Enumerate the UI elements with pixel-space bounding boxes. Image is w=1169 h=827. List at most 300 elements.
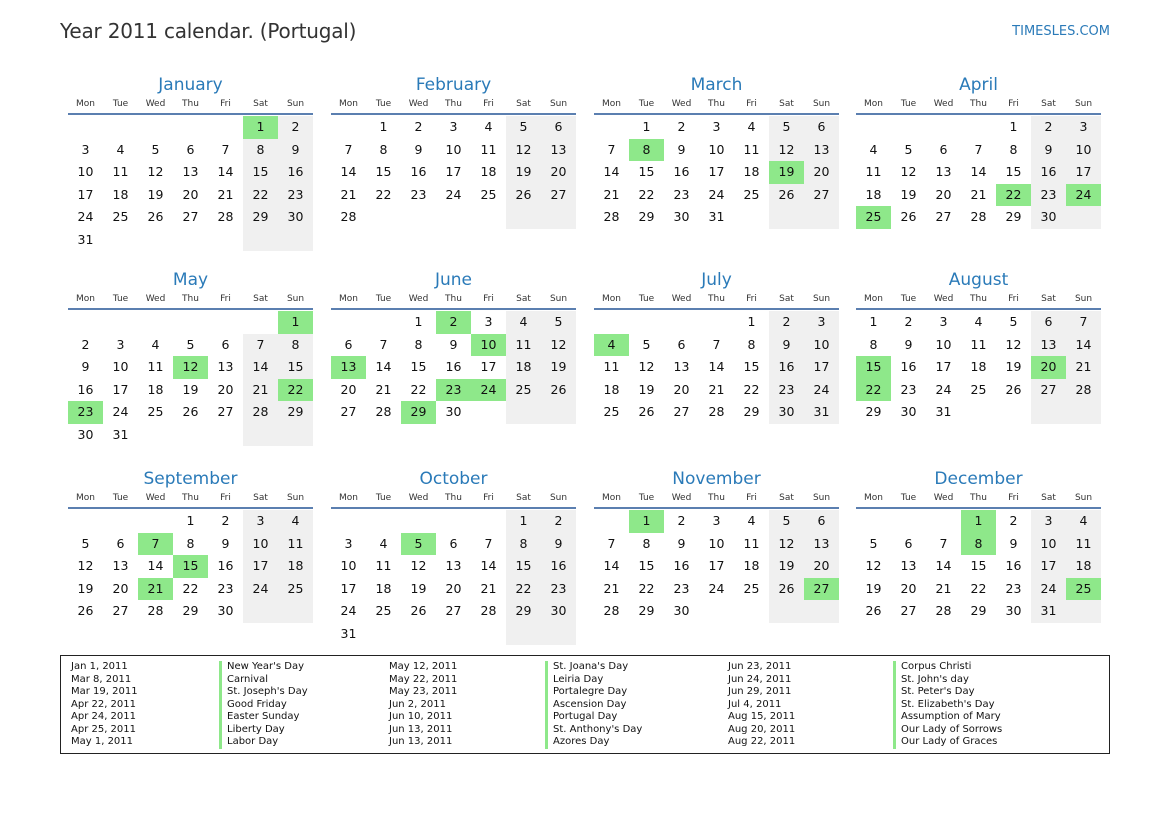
legend-date: Aug 20, 2011 [728, 723, 796, 735]
day-cell: 6 [1031, 311, 1066, 334]
day-cell: 11 [1066, 533, 1101, 556]
day-cell: 19 [147, 186, 164, 202]
day-cell: 10 [804, 334, 839, 357]
day-cell: 12 [865, 558, 882, 573]
weekday-header [856, 491, 1101, 505]
weekday-header [856, 97, 1101, 111]
empty-cell [629, 311, 664, 334]
month-june [331, 268, 576, 424]
day-cell: 16 [900, 359, 917, 374]
week-row [68, 161, 313, 184]
weekday-label: Wed [145, 493, 166, 503]
day-cell: 2 [677, 119, 686, 134]
day-cell: 14 [970, 164, 987, 179]
day-cell: 5 [186, 336, 195, 352]
day-cell: 19 [769, 555, 804, 578]
day-cell: 31 [1031, 600, 1066, 623]
day-cell: 10 [77, 164, 94, 179]
day-cell: 23 [673, 186, 690, 202]
day-cell: 11 [603, 359, 620, 374]
month-july [594, 268, 839, 424]
week-row [594, 379, 839, 402]
day-cell: 20 [217, 381, 234, 397]
day-cell: 7 [607, 141, 616, 157]
week-row [594, 311, 839, 334]
day-cell: 9 [677, 141, 686, 157]
empty-cell [1031, 401, 1066, 424]
legend-date: Jul 4, 2011 [728, 698, 782, 710]
day-cell: 29 [401, 401, 436, 424]
day-cell: 8 [379, 141, 388, 157]
day-cell: 16 [1031, 161, 1066, 184]
empty-cell [331, 311, 366, 334]
week-row [331, 334, 576, 357]
day-cell: 20 [182, 186, 199, 202]
weekday-label: Sat [253, 99, 268, 109]
legend-names-col-2 [553, 661, 642, 749]
day-cell: 8 [243, 139, 278, 162]
day-cell: 13 [1031, 334, 1066, 357]
weekday-label: Tue [900, 294, 917, 304]
day-cell: 24 [243, 578, 278, 601]
week-row [68, 116, 313, 139]
day-cell: 17 [340, 580, 357, 596]
day-cell: 15 [743, 359, 760, 374]
day-cell: 19 [77, 580, 94, 596]
day-cell: 29 [970, 603, 987, 618]
day-cell: 26 [900, 209, 917, 224]
month-name: November [672, 469, 761, 489]
empty-cell [1066, 206, 1101, 229]
day-cell: 9 [81, 359, 90, 374]
legend-divider [893, 661, 896, 749]
day-cell: 9 [449, 336, 458, 352]
week-row [331, 578, 576, 601]
day-cell: 23 [769, 379, 804, 402]
empty-cell [594, 116, 629, 139]
day-cell: 1 [278, 311, 313, 334]
day-cell: 27 [445, 603, 462, 618]
day-cell: 18 [375, 580, 392, 596]
weekday-label: Sat [516, 493, 531, 503]
day-cell: 14 [217, 164, 234, 179]
day-cell: 6 [677, 336, 686, 352]
weekday-label: Tue [638, 99, 655, 109]
day-cell: 26 [182, 404, 199, 419]
day-cell: 25 [112, 209, 129, 224]
legend-date: Jun 24, 2011 [728, 673, 792, 685]
day-cell: 6 [116, 535, 125, 551]
day-cell: 6 [904, 535, 913, 551]
day-cell: 21 [138, 578, 173, 601]
empty-cell [804, 206, 839, 229]
day-cell: 26 [769, 184, 804, 207]
empty-cell [138, 116, 173, 139]
empty-cell [506, 623, 541, 646]
weekday-label: Sat [1041, 294, 1056, 304]
weekday-header [68, 97, 313, 111]
weekday-label: Sat [779, 294, 794, 304]
day-cell: 20 [541, 161, 576, 184]
day-cell: 23 [1031, 184, 1066, 207]
legend-date: Jun 13, 2011 [389, 736, 453, 747]
empty-cell [1066, 600, 1101, 623]
day-cell: 19 [410, 580, 427, 596]
weekday-label: Fri [220, 493, 231, 503]
day-cell: 30 [900, 404, 917, 419]
empty-cell [243, 311, 278, 334]
day-cell: 21 [340, 186, 357, 202]
day-cell: 18 [743, 558, 760, 573]
weekday-label: Wed [933, 294, 954, 304]
day-cell: 14 [708, 359, 725, 374]
legend-holiday-name: St. Anthony's Day [553, 723, 643, 735]
day-cell: 22 [375, 186, 392, 202]
day-cell: 24 [445, 186, 462, 202]
day-cell: 20 [340, 381, 357, 397]
day-cell: 10 [708, 535, 725, 551]
weekday-label: Fri [483, 493, 494, 503]
day-cell: 3 [344, 535, 353, 551]
day-cell: 4 [747, 119, 756, 134]
day-cell: 23 [436, 379, 471, 402]
day-cell: 1 [747, 314, 756, 329]
day-cell: 3 [81, 141, 90, 157]
day-cell: 15 [506, 555, 541, 578]
weekday-label: Mon [339, 294, 358, 304]
day-cell: 6 [449, 535, 458, 551]
day-cell: 21 [1066, 356, 1101, 379]
day-cell: 6 [186, 141, 195, 157]
empty-cell [243, 229, 278, 252]
day-cell: 17 [77, 186, 94, 202]
day-cell: 11 [147, 359, 164, 374]
week-row [856, 600, 1101, 623]
empty-cell [891, 510, 926, 533]
week-row [331, 510, 576, 533]
day-cell: 9 [769, 334, 804, 357]
day-cell: 14 [1066, 334, 1101, 357]
empty-cell [138, 311, 173, 334]
day-cell: 20 [445, 580, 462, 596]
day-cell: 3 [243, 510, 278, 533]
day-cell: 27 [804, 578, 839, 601]
month-may [68, 268, 313, 446]
empty-cell [436, 510, 471, 533]
empty-cell [68, 510, 103, 533]
day-cell: 4 [379, 535, 388, 551]
month-name: May [172, 270, 209, 290]
day-cell: 24 [340, 603, 357, 618]
day-cell: 10 [340, 558, 357, 573]
empty-cell [103, 229, 138, 252]
day-cell: 1 [414, 314, 423, 329]
day-cell: 8 [629, 139, 664, 162]
day-cell: 11 [278, 533, 313, 556]
day-cell: 22 [410, 381, 427, 397]
day-cell: 12 [506, 139, 541, 162]
day-cell: 14 [147, 558, 164, 573]
weekday-label: Mon [76, 294, 95, 304]
empty-cell [208, 311, 243, 334]
day-cell: 24 [112, 404, 129, 419]
week-row [331, 533, 576, 556]
holiday-legend [60, 655, 1110, 754]
weekday-label: Wed [671, 294, 692, 304]
month-january [68, 73, 313, 251]
weekday-label: Sun [286, 294, 305, 304]
day-cell: 30 [278, 206, 313, 229]
day-cell: 23 [68, 401, 103, 424]
legend-holiday-name: Ascension Day [553, 698, 627, 710]
empty-cell [401, 206, 436, 229]
weekday-label: Fri [1008, 99, 1019, 109]
month-february [331, 73, 576, 229]
header-rule [594, 113, 839, 115]
day-cell: 26 [410, 603, 427, 618]
day-cell: 17 [112, 381, 129, 397]
weekday-label: Mon [602, 294, 621, 304]
day-cell: 4 [869, 141, 878, 157]
day-cell: 14 [603, 558, 620, 573]
day-cell: 7 [138, 533, 173, 556]
day-cell: 7 [974, 141, 983, 157]
day-cell: 29 [865, 404, 882, 419]
empty-cell [436, 206, 471, 229]
day-cell: 10 [471, 334, 506, 357]
week-row [331, 139, 576, 162]
day-cell: 1 [961, 510, 996, 533]
week-row [594, 401, 839, 424]
day-cell: 1 [869, 314, 878, 329]
legend-divider [545, 661, 548, 749]
day-cell: 5 [541, 311, 576, 334]
day-cell: 8 [869, 336, 878, 352]
day-cell: 18 [278, 555, 313, 578]
weekday-label: Sun [812, 294, 831, 304]
day-cell: 23 [673, 580, 690, 596]
day-cell: 26 [865, 603, 882, 618]
day-cell: 6 [344, 336, 353, 352]
week-row [856, 311, 1101, 334]
day-cell: 30 [673, 603, 690, 618]
day-cell: 31 [77, 231, 94, 247]
empty-cell [208, 424, 243, 447]
empty-cell [331, 116, 366, 139]
day-cell: 29 [278, 401, 313, 424]
day-cell: 28 [243, 401, 278, 424]
weekday-label: Mon [76, 493, 95, 503]
day-cell: 14 [603, 164, 620, 179]
empty-cell [541, 401, 576, 424]
day-cell: 21 [935, 580, 952, 596]
day-cell: 16 [217, 558, 234, 573]
legend-holiday-name: Good Friday [227, 698, 287, 710]
day-cell: 21 [708, 381, 725, 397]
day-cell: 8 [506, 533, 541, 556]
legend-holiday-name: St. Joseph's Day [227, 686, 308, 697]
day-cell: 2 [904, 314, 913, 329]
day-cell: 25 [480, 186, 497, 202]
day-cell: 27 [935, 209, 952, 224]
legend-date: Jun 29, 2011 [728, 686, 792, 697]
empty-cell [699, 311, 734, 334]
day-cell: 28 [603, 209, 620, 224]
day-cell: 2 [221, 513, 230, 528]
header-rule [594, 308, 839, 310]
month-september [68, 467, 313, 623]
week-row [68, 206, 313, 229]
day-cell: 11 [970, 336, 987, 352]
weekday-header [594, 97, 839, 111]
week-row [856, 116, 1101, 139]
day-cell: 29 [1005, 209, 1022, 224]
month-december [856, 467, 1101, 623]
empty-cell [68, 116, 103, 139]
empty-cell [401, 623, 436, 646]
day-cell: 27 [804, 184, 839, 207]
week-row [68, 356, 313, 379]
day-cell: 26 [769, 578, 804, 601]
empty-cell [103, 510, 138, 533]
week-row [594, 116, 839, 139]
day-cell: 14 [375, 359, 392, 374]
day-cell: 12 [541, 334, 576, 357]
day-cell: 7 [379, 336, 388, 352]
month-name: September [143, 469, 238, 489]
day-cell: 4 [1066, 510, 1101, 533]
day-cell: 12 [173, 356, 208, 379]
day-cell: 12 [769, 139, 804, 162]
legend-holiday-name: Portalegre Day [553, 686, 628, 697]
day-cell: 5 [401, 533, 436, 556]
weekday-label: Fri [483, 99, 494, 109]
week-row [331, 116, 576, 139]
weekday-header [594, 292, 839, 306]
month-april [856, 73, 1101, 229]
weekday-label: Sun [549, 294, 568, 304]
weekday-label: Fri [220, 294, 231, 304]
day-cell: 9 [414, 141, 423, 157]
day-cell: 23 [278, 184, 313, 207]
day-cell: 16 [673, 164, 690, 179]
day-cell: 13 [900, 558, 917, 573]
weekday-label: Tue [375, 294, 392, 304]
day-cell: 8 [186, 535, 195, 551]
weekday-label: Sun [549, 99, 568, 109]
day-cell: 10 [935, 336, 952, 352]
day-cell: 28 [375, 404, 392, 419]
day-cell: 17 [935, 359, 952, 374]
empty-cell [173, 311, 208, 334]
legend-holiday-name: St. Joana's Day [553, 661, 629, 672]
day-cell: 7 [243, 334, 278, 357]
empty-cell [173, 229, 208, 252]
legend-date: Mar 8, 2011 [71, 673, 132, 685]
week-row [594, 356, 839, 379]
day-cell: 4 [151, 336, 160, 352]
day-cell: 7 [221, 141, 230, 157]
week-row [331, 184, 576, 207]
weekday-label: Tue [900, 99, 917, 109]
day-cell: 4 [594, 334, 629, 357]
day-cell: 20 [1031, 356, 1066, 379]
weekday-label: Fri [746, 493, 757, 503]
day-cell: 16 [445, 359, 462, 374]
header-rule [68, 308, 313, 310]
empty-cell [856, 510, 891, 533]
week-row [68, 555, 313, 578]
day-cell: 27 [112, 603, 129, 618]
legend-date: May 23, 2011 [389, 686, 458, 697]
day-cell: 16 [77, 381, 94, 397]
day-cell: 17 [243, 555, 278, 578]
day-cell: 30 [541, 600, 576, 623]
day-cell: 17 [445, 164, 462, 179]
week-row [68, 600, 313, 623]
day-cell: 16 [278, 161, 313, 184]
legend-holiday-name: Assumption of Mary [901, 711, 1001, 722]
legend-date: May 22, 2011 [389, 673, 458, 685]
legend-holiday-name: Carnival [227, 673, 268, 685]
empty-cell [926, 510, 961, 533]
day-cell: 13 [541, 139, 576, 162]
day-cell: 4 [747, 513, 756, 528]
legend-dates-col-1 [71, 661, 138, 749]
day-cell: 22 [506, 578, 541, 601]
weekday-label: Thu [970, 99, 987, 109]
empty-cell [138, 510, 173, 533]
day-cell: 22 [278, 379, 313, 402]
day-cell: 18 [743, 164, 760, 179]
day-cell: 30 [77, 426, 94, 442]
day-cell: 13 [182, 164, 199, 179]
day-cell: 15 [970, 558, 987, 573]
weekday-label: Sun [286, 493, 305, 503]
week-row [331, 379, 576, 402]
week-row [331, 555, 576, 578]
day-cell: 28 [217, 209, 234, 224]
month-name: January [158, 75, 223, 95]
empty-cell [243, 424, 278, 447]
weekday-label: Wed [145, 294, 166, 304]
empty-cell [366, 206, 401, 229]
day-cell: 10 [1031, 533, 1066, 556]
brand-link[interactable]: TIMESLES.COM [1012, 24, 1110, 39]
day-cell: 30 [1005, 603, 1022, 618]
week-row [331, 311, 576, 334]
day-cell: 15 [638, 164, 655, 179]
day-cell: 27 [1031, 379, 1066, 402]
day-cell: 27 [541, 184, 576, 207]
day-cell: 28 [1066, 379, 1101, 402]
legend-holiday-name: St. John's day [901, 673, 969, 685]
weekday-label: Mon [76, 99, 95, 109]
day-cell: 12 [769, 533, 804, 556]
day-cell: 19 [541, 356, 576, 379]
day-cell: 25 [743, 186, 760, 202]
day-cell: 2 [81, 336, 90, 352]
day-cell: 15 [410, 359, 427, 374]
day-cell: 10 [708, 141, 725, 157]
day-cell: 2 [436, 311, 471, 334]
empty-cell [401, 510, 436, 533]
empty-cell [594, 510, 629, 533]
day-cell: 13 [112, 558, 129, 573]
day-cell: 1 [186, 513, 195, 528]
weekday-label: Sat [516, 294, 531, 304]
day-cell: 30 [1031, 206, 1066, 229]
